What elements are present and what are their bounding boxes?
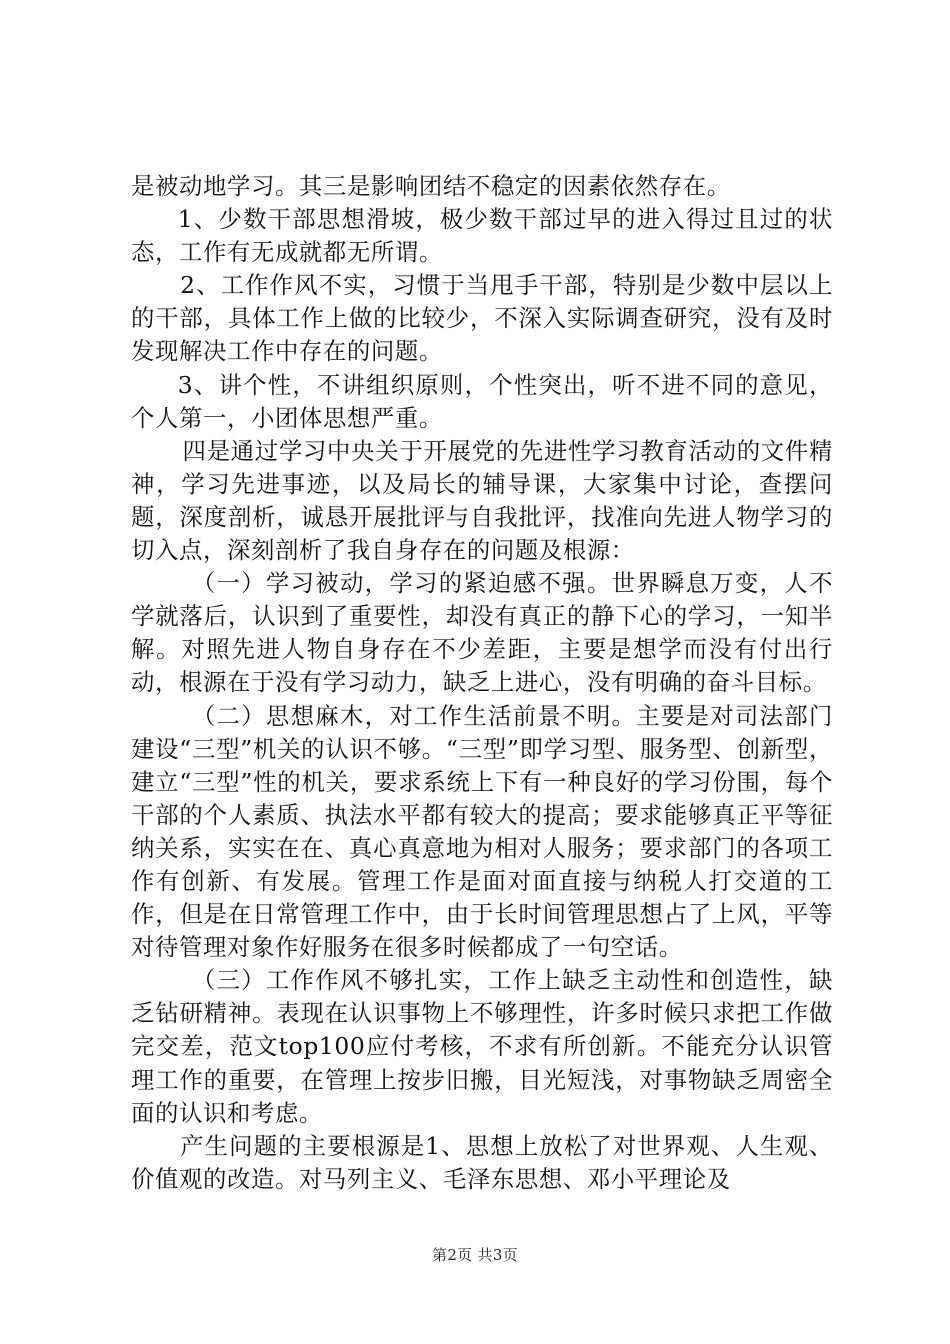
paragraph-4: 3、讲个性，不讲组织原则，个性突出，听不进不同的意见，个人第一，小团体思想严重。 <box>131 370 833 432</box>
paragraph-8: （三）工作作风不够扎实，工作上缺乏主动性和创造性，缺乏钻研精神。表现在认识事物上不够理性，许多时候只求把工作做完交差，范文top100应付考核，不求有所创新。不能充分认识管理工作的重要，在管理上按步旧搬，目光短浅，对事物缺乏周密全面的认识和考虑。 <box>131 966 833 1127</box>
paragraph-3: 2、工作作风不实，习惯于当甩手干部，特别是少数中层以上的干部，具体工作上做的比较少，不深入实际调查研究，没有及时发现解决工作中存在的问题。 <box>131 271 833 366</box>
paragraph-1: 是被动地学习。其三是影响团结不稳定的因素依然存在。 <box>131 172 731 200</box>
paragraph-9: 产生问题的主要根源是1、思想上放松了对世界观、人生观、价值观的改造。对马列主义、毛泽东思想、邓小平理论及 <box>131 1131 833 1193</box>
paragraph-2: 1、少数干部思想滑坡，极少数干部过早的进入得过且过的状态，工作有无成就都无所谓。 <box>131 205 833 267</box>
paragraph-5: 四是通过学习中央关于开展党的先进性学习教育活动的文件精神，学习先进事迹，以及局长的辅导课，大家集中讨论，查摆问题，深度剖析，诚恳开展批评与自我批评，找准向先进人物学习的切入点，深刻剖析了我自身存在的问题及根源： <box>131 436 833 565</box>
paragraph-7: （二）思想麻木，对工作生活前景不明。主要是对司法部门建设“三型”机关的认识不够。“三型”即学习型、服务型、创新型，建立“三型”性的机关，要求系统上下有一种良好的学习份围，每个干部的个人素质、执法水平都有较大的提高；要求能够真正平等征纳关系，实实在在、真心真意地为相对人服务；要求部门的各项工作有创新、有发展。管理工作是面对面直接与纳税人打交道的工作，但是在日常管理工作中，由于长时间管理思想占了上风，平等对待管理对象作好服务在很多时候都成了一句空话。 <box>131 701 833 962</box>
document-body <box>131 170 833 1196</box>
page-footer: 第2页 共3页 <box>432 1246 518 1264</box>
paragraph-6: （一）学习被动，学习的紧迫感不强。世界瞬息万变，人不学就落后，认识到了重要性，却没有真正的静下心的学习，一知半解。对照先进人物自身存在不少差距，主要是想学而没有付出行动，根源在于没有学习动力，缺乏上进心，没有明确的奋斗目标。 <box>131 569 833 697</box>
